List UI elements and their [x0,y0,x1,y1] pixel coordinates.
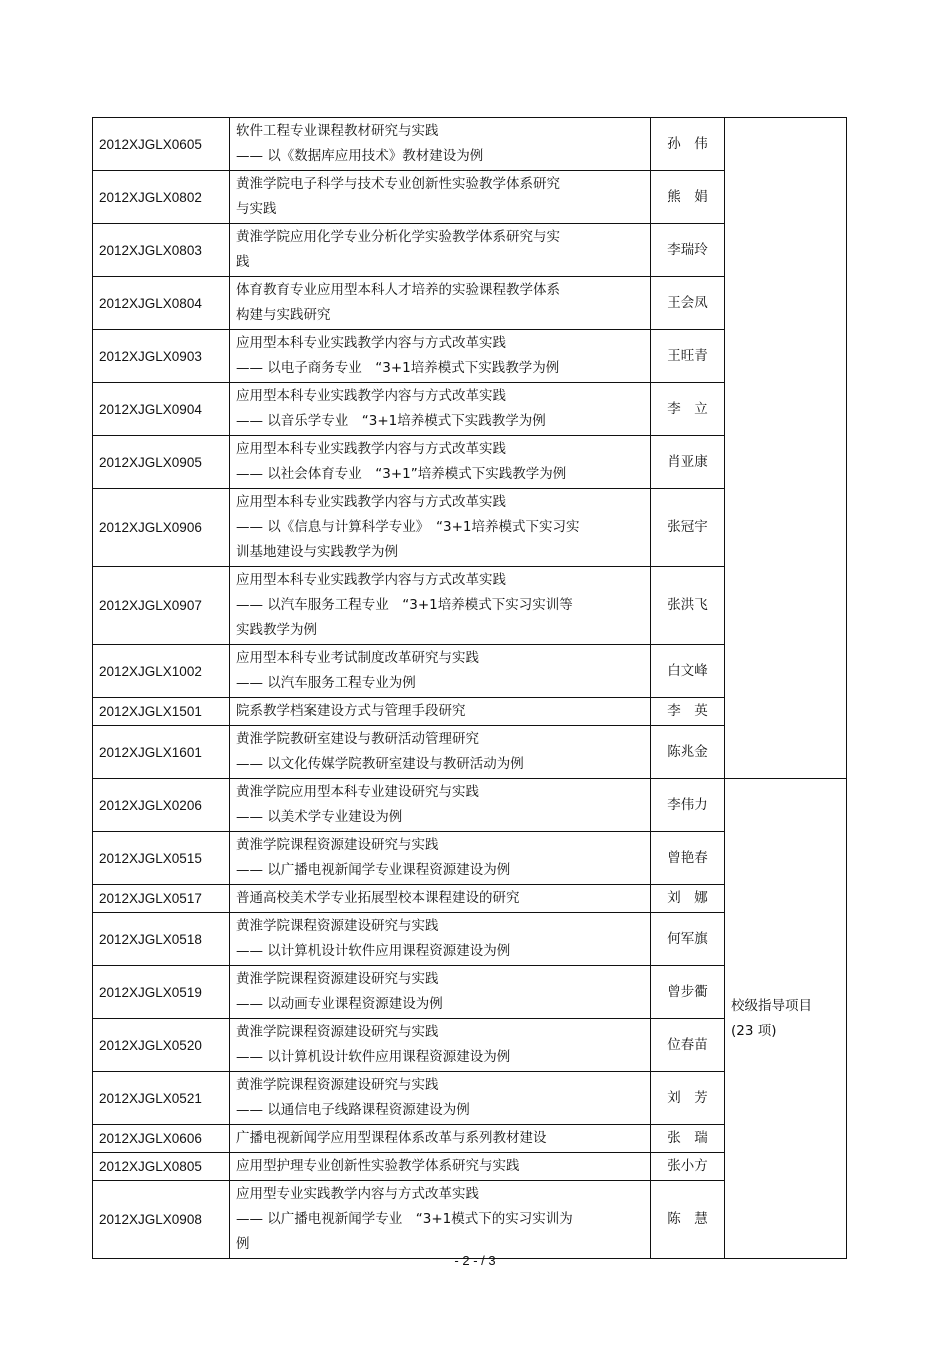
project-code: 2012XJGLX0903 [93,330,230,383]
project-leader: 张冠宇 [651,489,725,567]
project-title-line: —— 以音乐学专业 “3+1培养模式下实践教学为例 [236,413,546,429]
project-title-line: 黄淮学院教研室建设与教研活动管理研究 [236,731,479,747]
project-title-line: —— 以计算机设计软件应用课程资源建设为例 [236,1049,511,1065]
project-code: 2012XJGLX0519 [93,966,230,1019]
project-title-line: 软件工程专业课程教材研究与实践 [236,123,439,139]
project-title-line: 应用型本科专业考试制度改革研究与实践 [236,650,479,666]
project-code: 2012XJGLX0206 [93,779,230,832]
project-code: 2012XJGLX0518 [93,913,230,966]
project-code: 2012XJGLX0515 [93,832,230,885]
project-title-line: —— 以社会体育专业 “3+1”培养模式下实践教学为例 [236,466,567,482]
project-leader: 李 英 [651,698,725,726]
table-row [93,779,847,832]
project-code: 2012XJGLX1002 [93,645,230,698]
project-title-line: —— 以美术学专业建设为例 [236,809,403,825]
project-code: 2012XJGLX0908 [93,1181,230,1259]
project-title-line: —— 以动画专业课程资源建设为例 [236,996,443,1012]
project-leader: 李瑞玲 [651,224,725,277]
project-title-line: 应用型本科专业实践教学内容与方式改革实践 [236,494,506,510]
project-title-line: 应用型专业实践教学内容与方式改革实践 [236,1186,479,1202]
project-title-line: —— 以汽车服务工程专业为例 [236,675,416,691]
project-title [230,224,651,277]
project-leader: 陈 慧 [651,1181,725,1259]
project-title-line: —— 以广播电视新闻学专业课程资源建设为例 [236,862,511,878]
project-leader: 刘 娜 [651,885,725,913]
project-title-line: 应用型本科专业实践教学内容与方式改革实践 [236,572,506,588]
project-title [230,645,651,698]
project-title [230,832,651,885]
project-leader: 肖亚康 [651,436,725,489]
project-title-line: 应用型本科专业实践教学内容与方式改革实践 [236,388,506,404]
project-title-line: 训基地建设与实践教学为例 [236,544,398,560]
project-title [230,698,651,726]
project-leader: 熊 娟 [651,171,725,224]
category-label: 校级指导项目 [731,997,812,1014]
project-title [230,885,651,913]
project-code: 2012XJGLX0520 [93,1019,230,1072]
project-title-line: 黄淮学院课程资源建设研究与实践 [236,971,439,987]
project-leader: 曾步衢 [651,966,725,1019]
project-title-line: 黄淮学院课程资源建设研究与实践 [236,1024,439,1040]
project-code: 2012XJGLX0802 [93,171,230,224]
project-code: 2012XJGLX0605 [93,118,230,171]
project-leader: 李伟力 [651,779,725,832]
project-title [230,913,651,966]
project-title-line: 应用型护理专业创新性实验教学体系研究与实践 [236,1158,520,1174]
project-leader: 李 立 [651,383,725,436]
project-title-line: 院系教学档案建设方式与管理手段研究 [236,703,466,719]
project-title-line: —— 以文化传媒学院教研室建设与教研活动为例 [236,756,524,772]
project-leader: 王会凤 [651,277,725,330]
project-title [230,1153,651,1181]
project-leader: 刘 芳 [651,1072,725,1125]
project-title [230,118,651,171]
project-title-line: 应用型本科专业实践教学内容与方式改革实践 [236,441,506,457]
project-title-line: —— 以广播电视新闻学专业 “3+1模式下的实习实训为 [236,1211,573,1227]
project-leader: 曾艳春 [651,832,725,885]
project-code: 2012XJGLX0805 [93,1153,230,1181]
project-title [230,383,651,436]
project-code: 2012XJGLX1601 [93,726,230,779]
project-title [230,489,651,567]
project-title [230,779,651,832]
project-leader: 张 瑞 [651,1125,725,1153]
project-title-line: 黄淮学院应用化学专业分析化学实验教学体系研究与实 [236,229,560,245]
project-title [230,1125,651,1153]
project-code: 2012XJGLX1501 [93,698,230,726]
project-title [230,1072,651,1125]
project-title-line: 黄淮学院课程资源建设研究与实践 [236,837,439,853]
project-title-line: 构建与实践研究 [236,307,331,323]
table-row [93,118,847,171]
project-title-line: —— 以《信息与计算科学专业》 “3+1培养模式下实习实 [236,519,580,535]
project-title [230,966,651,1019]
project-leader: 张小方 [651,1153,725,1181]
page-number: - 2 - / 3 [454,1253,496,1268]
project-code: 2012XJGLX0906 [93,489,230,567]
project-title-line: —— 以计算机设计软件应用课程资源建设为例 [236,943,511,959]
project-title [230,330,651,383]
project-code: 2012XJGLX0804 [93,277,230,330]
project-title-line: 黄淮学院应用型本科专业建设研究与实践 [236,784,479,800]
project-title-line: 普通高校美术学专业拓展型校本课程建设的研究 [236,890,520,906]
project-title [230,1181,651,1259]
project-code: 2012XJGLX0905 [93,436,230,489]
category-cell [725,779,847,1259]
project-title-line: 体育教育专业应用型本科人才培养的实验课程教学体系 [236,282,560,298]
category-count: (23 项) [731,1022,777,1039]
project-code: 2012XJGLX0803 [93,224,230,277]
project-title-line: 黄淮学院课程资源建设研究与实践 [236,918,439,934]
project-title-line: 应用型本科专业实践教学内容与方式改革实践 [236,335,506,351]
project-title [230,277,651,330]
project-code: 2012XJGLX0606 [93,1125,230,1153]
project-title [230,726,651,779]
category-cell-empty [725,118,847,779]
project-leader: 陈兆金 [651,726,725,779]
project-title-line: 与实践 [236,201,277,217]
project-title [230,1019,651,1072]
project-title [230,567,651,645]
project-leader: 张洪飞 [651,567,725,645]
project-table [92,117,847,1259]
project-title-line: 广播电视新闻学应用型课程体系改革与系列教材建设 [236,1130,547,1146]
project-title-line: 践 [236,254,250,270]
project-title-line: —— 以通信电子线路课程资源建设为例 [236,1102,470,1118]
project-leader: 王旺青 [651,330,725,383]
project-title-line: —— 以《数据库应用技术》教材建设为例 [236,148,484,164]
project-code: 2012XJGLX0517 [93,885,230,913]
project-title [230,171,651,224]
project-title-line: 实践教学为例 [236,622,317,638]
project-code: 2012XJGLX0904 [93,383,230,436]
project-title-line: 例 [236,1236,250,1252]
project-title-line: —— 以汽车服务工程专业 “3+1培养模式下实习实训等 [236,597,573,613]
project-leader: 何军旗 [651,913,725,966]
project-leader: 孙 伟 [651,118,725,171]
project-leader: 白文峰 [651,645,725,698]
project-title-line: —— 以电子商务专业 “3+1培养模式下实践教学为例 [236,360,560,376]
project-code: 2012XJGLX0907 [93,567,230,645]
project-code: 2012XJGLX0521 [93,1072,230,1125]
project-title [230,436,651,489]
project-title-line: 黄淮学院电子科学与技术专业创新性实验教学体系研究 [236,176,560,192]
project-title-line: 黄淮学院课程资源建设研究与实践 [236,1077,439,1093]
project-leader: 位春苗 [651,1019,725,1072]
